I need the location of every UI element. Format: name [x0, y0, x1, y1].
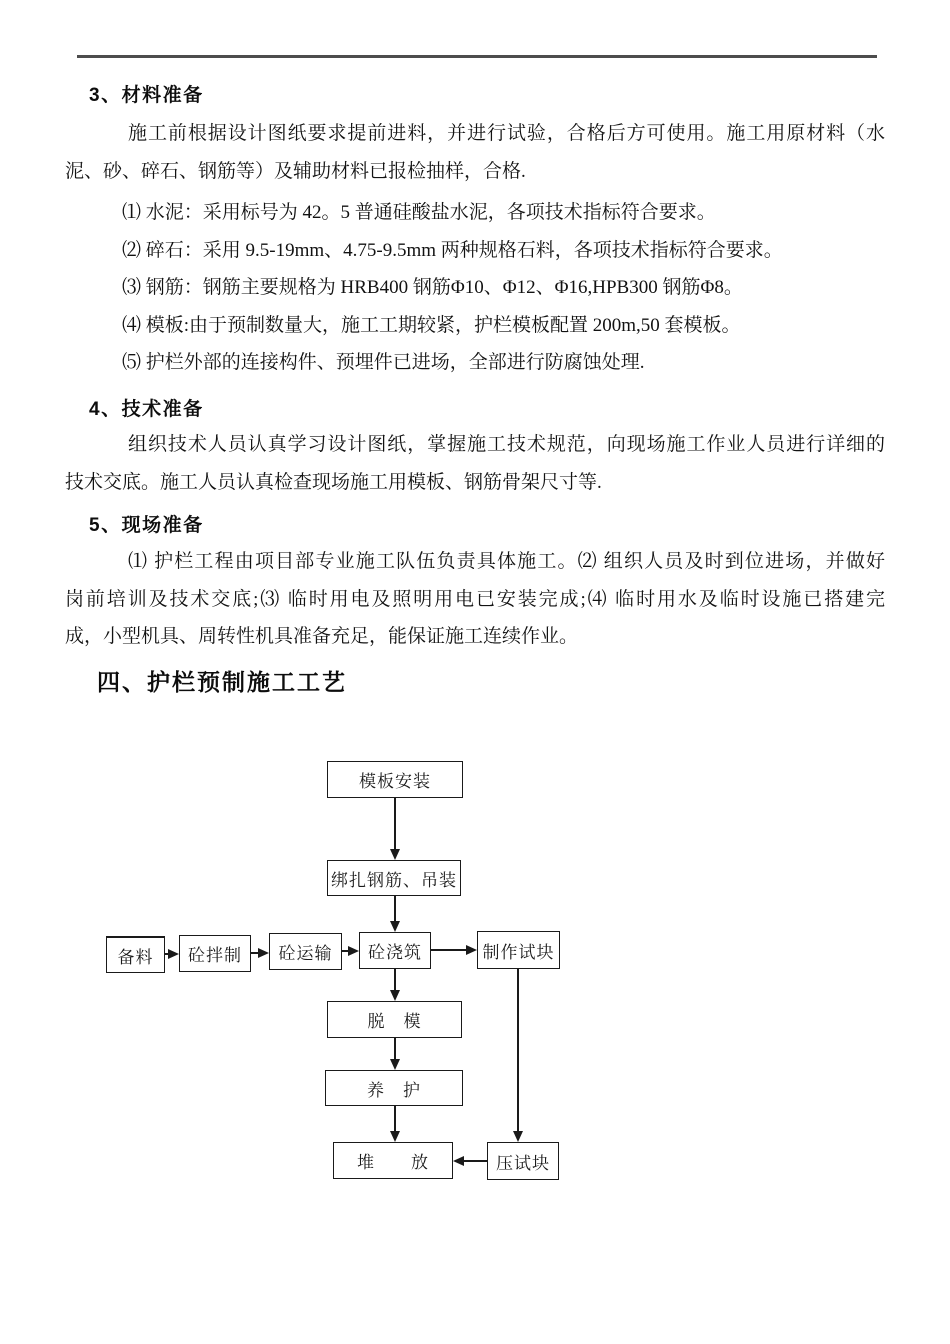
list-item: ⑷ 模板:由于预制数量大，施工工期较紧，护栏模板配置 200m,50 套模板。 — [122, 314, 741, 336]
paragraph-line: 组织技术人员认真学习设计图纸，掌握施工技术规范，向现场施工作业人员进行详细的 — [128, 434, 885, 455]
paragraph-line: ⑴ 护栏工程由项目部专业施工队伍负责具体施工。⑵ 组织人员及时到位进场，并做好 — [128, 551, 885, 572]
materials-paragraph — [65, 115, 885, 190]
flow-node-test-block-pressing: 压试块 — [487, 1142, 559, 1180]
flow-node-stacking: 堆 放 — [333, 1142, 453, 1179]
flow-node-material-preparation: 备料 — [106, 936, 165, 973]
list-item: ⑶ 钢筋：钢筋主要规格为 HRB400 钢筋Φ10、Φ12、Φ16,HPB300 钢筋Φ8。 — [122, 277, 743, 298]
paragraph-line: 泥、砂、碎石、钢筋等）及辅助材料已报检抽样，合格. — [65, 160, 526, 182]
technical-paragraph — [65, 426, 885, 501]
header-divider-rule — [77, 55, 877, 58]
flow-node-demolding: 脱 模 — [327, 1001, 462, 1038]
flow-node-curing: 养 护 — [325, 1070, 463, 1106]
paragraph-line: 成，小型机具、周转性机具准备充足，能保证施工连续作业。 — [65, 626, 579, 647]
section-heading-site: 5、现场准备 — [89, 515, 204, 536]
flow-node-test-block-making: 制作试块 — [477, 931, 560, 969]
site-paragraph — [65, 543, 885, 656]
flow-node-formwork-installation: 模板安装 — [327, 761, 463, 798]
flow-node-rebar-tying-hoisting: 绑扎钢筋、吊装 — [327, 860, 461, 896]
list-item: ⑸ 护栏外部的连接构件、预埋件已进场，全部进行防腐蚀处理. — [122, 352, 645, 373]
section-heading-materials: 3、材料准备 — [89, 85, 204, 106]
section-heading-technical: 4、技术准备 — [89, 399, 204, 420]
flow-node-concrete-pouring: 砼浇筑 — [359, 932, 431, 969]
flow-node-concrete-mixing: 砼拌制 — [179, 935, 251, 972]
list-item: ⑵ 碎石：采用 9.5-19mm、4.75-9.5mm 两种规格石料，各项技术指标符合要求。 — [122, 239, 783, 261]
paragraph-line: 岗前培训及技术交底;⑶ 临时用电及照明用电已安装完成;⑷ 临时用水及临时设施已搭建完 — [65, 588, 885, 610]
chapter-heading-process: 四、护栏预制施工工艺 — [97, 669, 347, 695]
materials-item-list — [65, 194, 885, 382]
paragraph-line: 技术交底。施工人员认真检查现场施工用模板、钢筋骨架尺寸等. — [65, 471, 602, 493]
flow-node-concrete-transport: 砼运输 — [269, 933, 342, 970]
paragraph-line: 施工前根据设计图纸要求提前进料，并进行试验，合格后方可使用。施工用原材料（水 — [128, 123, 885, 144]
list-item: ⑴ 水泥：采用标号为 42。5 普通硅酸盐水泥，各项技术指标符合要求。 — [122, 202, 716, 223]
